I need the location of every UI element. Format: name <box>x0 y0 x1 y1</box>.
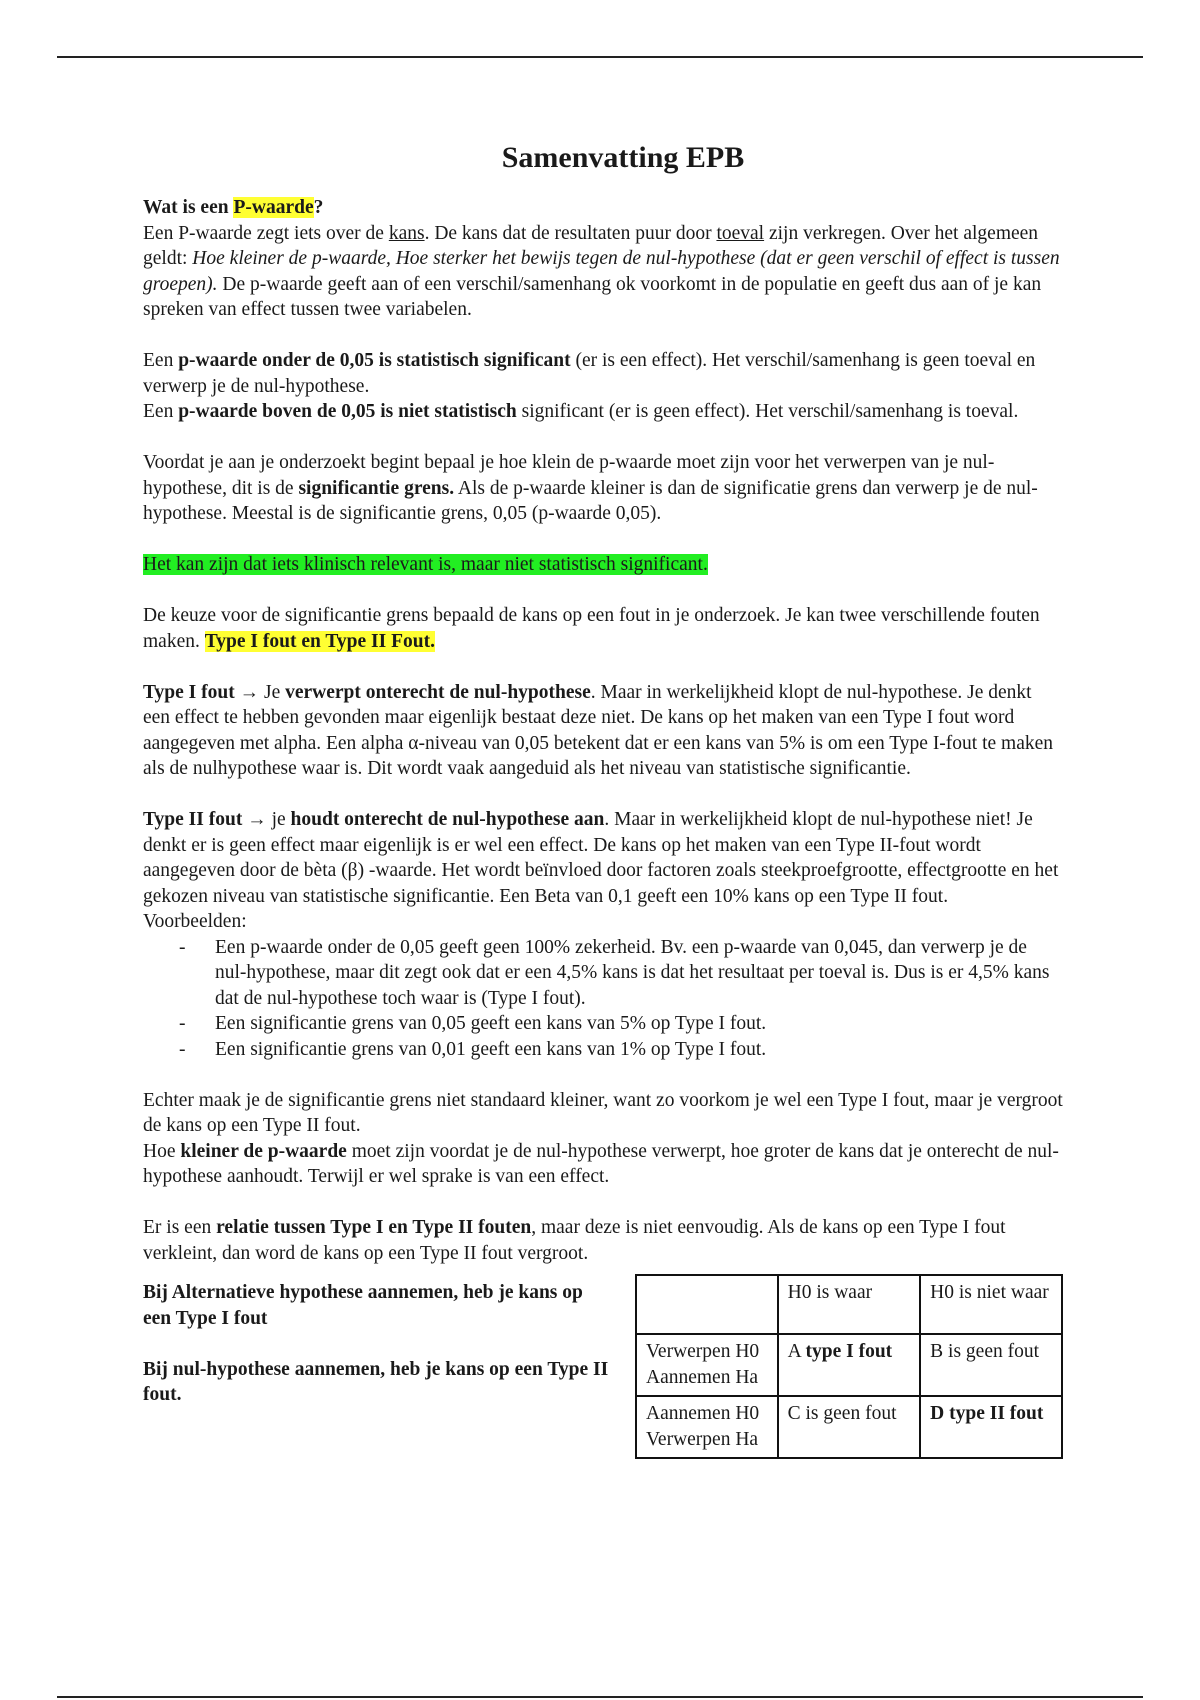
table-cell <box>636 1275 778 1334</box>
examples-list <box>143 935 1063 1063</box>
list-item: - Een significantie grens van 0,05 geeft een kans van 5% op Type I fout. <box>215 1011 1063 1037</box>
bottom-rule <box>57 1696 1143 1698</box>
row-label: Verwerpen H0 Aannemen Ha <box>636 1334 778 1396</box>
table-cell: D type II fout <box>920 1396 1062 1458</box>
list-item: - Een significantie grens van 0,01 geeft een kans van 1% op Type I fout. <box>215 1037 1063 1063</box>
smaller-pvalue-paragraph: Hoe kleiner de p-waarde moet zijn voordat je de nul-hypothese verwerpt, hoe groter de kans dat je onterecht de nul-hypothese aanhoudt. Terwijl er wel sprake is van een effect. <box>143 1140 1059 1187</box>
document-body <box>143 138 1063 1450</box>
row-label: Aannemen H0 Verwerpen Ha <box>636 1396 778 1458</box>
type-i-paragraph: Type I fout → Je verwerpt onterecht de nul-hypothese. Maar in werkelijkheid klopt de nul-hypothese. Je denkt een effect te hebben gevonden maar eigenlijk bestaat deze niet. De kans op het maken van een Type I fout word aangegeven met alpha. Een alpha α-niveau van 0,05 betekent dat er een kans van 5% is om een Type I-fout te maken als de nulhypothese waar is. Dit wordt vaak aangeduid als het niveau van statistische significantie. <box>143 681 1054 779</box>
table-header-cell: H0 is waar <box>778 1275 921 1334</box>
table-row <box>636 1334 1062 1396</box>
significance-threshold-paragraph: Voordat je aan je onderzoekt begint bepaal je hoe klein de p-waarde moet zijn voor het verwerpen van je nul-hypothese, dit is de significantie grens. Als de p-waarde kleiner is dan de significatie grens dan verwerp je de nul-hypothese. Meestal is de significantie grens, 0,05 (p-waarde 0,05). <box>143 452 1038 524</box>
table-row <box>636 1396 1062 1458</box>
clinical-note: Het kan zijn dat iets klinisch relevant is, maar niet statistisch significant. <box>143 554 708 575</box>
arrow-icon: → <box>234 681 264 703</box>
intro-paragraph: Een P-waarde zegt iets over de kans. De kans dat de resultaten puur door toeval zijn verkregen. Over het algemeen geldt: Hoe kleiner de p-waarde, Hoe sterker het bewijs tegen de nul-hypothese (dat er geen verschil of effect is tussen groepen). De p-waarde geeft aan of een verschil/samenhang ok voorkomt in de populatie en geeft dus aan of je kan spreken van effect tussen twee variabelen. <box>143 222 1060 320</box>
relation-paragraph: Er is een relatie tussen Type I en Type II fouten, maar deze is niet eenvoudig. Als de kans op een Type I fout verkleint, dan word de kans op een Type II fout vergroot. <box>143 1217 1006 1264</box>
section-heading: Wat is een P-waarde? <box>143 197 324 218</box>
page-title: Samenvatting EPB <box>501 141 745 174</box>
error-type-table <box>635 1274 1063 1459</box>
choice-paragraph: De keuze voor de significantie grens bepaald de kans op een fout in je onderzoek. Je kan twee verschillende fouten maken. Type I fout en Type II Fout. <box>143 605 1040 652</box>
arrow-icon: → <box>242 809 272 830</box>
table-cell: A type I fout <box>778 1334 921 1396</box>
not-significant-paragraph: Een p-waarde boven de 0,05 is niet statistisch significant (er is geen effect). Het verschil/samenhang is toeval. <box>143 401 1019 422</box>
hypothesis-section <box>143 1280 1063 1450</box>
type-ii-paragraph: Type II fout → je houdt onterecht de nul-hypothese aan. Maar in werkelijkheid klopt de nul-hypothese niet! Je denkt er is geen effect maar eigenlijk is er wel een effect. De kans op het maken van een Type II-fout wordt aangegeven door de bèta (β) -waarde. Het wordt beïnvloed door factoren zoals steekproefgrootte, effectgrootte en het gekozen niveau van statistische significantie. Een Beta van 0,1 geeft een 10% kans op een Type II fout. <box>143 809 1059 907</box>
table-cell: C is geen fout <box>778 1396 921 1458</box>
hypothesis-notes <box>143 1280 613 1408</box>
note-alternative: Bij Alternatieve hypothese aannemen, heb je kans op een Type I fout <box>143 1282 583 1329</box>
table-row <box>636 1275 1062 1334</box>
examples-label: Voorbeelden: <box>143 911 247 932</box>
however-paragraph: Echter maak je de significantie grens niet standaard kleiner, want zo voorkom je wel een Type I fout, maar je vergroot de kans op een Type II fout. <box>143 1089 1063 1136</box>
list-item: - Een p-waarde onder de 0,05 geeft geen 100% zekerheid. Bv. een p-waarde van 0,045, dan verwerp je de nul-hypothese, maar dit zegt ook dat er een 4,5% kans is dat het resultaat per toeval is. Dus is er 4,5% kans dat de nul-hypothese toch waar is (Type I fout). <box>215 935 1063 1012</box>
highlighted-term: P-waarde <box>233 197 314 218</box>
significant-paragraph: Een p-waarde onder de 0,05 is statistisch significant (er is een effect). Het verschil/samenhang is geen toeval en verwerp je de nul-hypothese. <box>143 350 1036 397</box>
table-header-cell: H0 is niet waar <box>920 1275 1062 1334</box>
table-cell: B is geen fout <box>920 1334 1062 1396</box>
top-rule <box>57 56 1143 58</box>
note-null: Bij nul-hypothese aannemen, heb je kans op een Type II fout. <box>143 1358 609 1405</box>
